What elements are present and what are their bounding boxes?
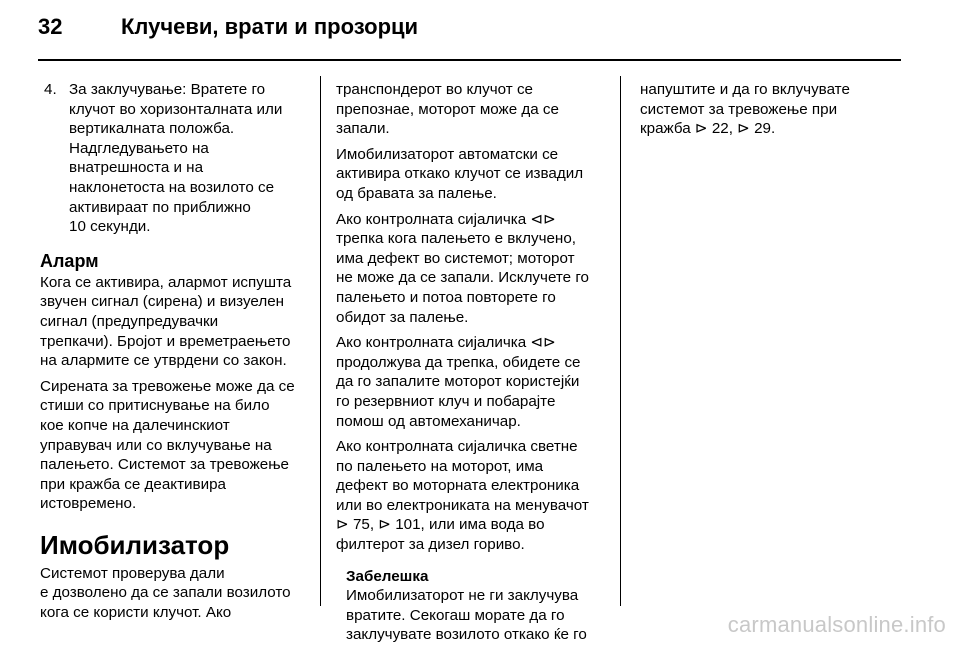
text-line: да го запалите моторот користејќи xyxy=(336,373,580,391)
text-line: е дозволено да се запали возилото xyxy=(40,584,291,602)
text-line: вертикалната положба. xyxy=(69,120,235,138)
paragraph xyxy=(40,377,312,514)
text-line: сигнал (предупредувачки xyxy=(40,312,219,330)
column-divider xyxy=(320,76,321,606)
text-line: го резервниот клуч и побарајте xyxy=(336,392,556,410)
text-line: активира откако клучот се извадил xyxy=(336,165,584,183)
paragraph xyxy=(336,437,608,555)
paragraph xyxy=(40,273,312,371)
paragraph xyxy=(336,80,608,139)
text-line: продолжува да трепка, обидете се xyxy=(336,353,581,371)
note-text xyxy=(346,586,608,645)
text-line: клучот во хоризонталната или xyxy=(69,100,283,118)
text-line: 10 секунди. xyxy=(69,218,151,236)
text-line: вратите. Секогаш морате да го xyxy=(346,606,565,624)
list-number: 4. xyxy=(44,81,57,98)
text-line: Ако контролната сијаличка ⊲⊳ xyxy=(336,210,556,228)
paragraph xyxy=(640,80,912,139)
text-line: Кога се активира, алармот испушта xyxy=(40,273,292,291)
text-line: трепка кога палењето е вклучено, xyxy=(336,230,576,248)
text-line: дефект во моторната електроника xyxy=(336,477,580,495)
text-line: Ако контролната сијаличка светне xyxy=(336,438,578,456)
section-heading-alarm: Аларм xyxy=(40,250,99,271)
text-line: од бравата за палење. xyxy=(336,184,497,202)
text-line: напуштите и да го вклучувате xyxy=(640,81,850,98)
text-line: на алармите се утврдени со закон. xyxy=(40,352,287,370)
text-line: трепкачи). Бројот и времетраењето xyxy=(40,332,291,350)
column-divider xyxy=(620,76,621,606)
page-number: 32 xyxy=(38,14,63,39)
paragraph xyxy=(336,145,608,204)
text-line: кое копче на далечинскиот xyxy=(40,416,230,434)
text-line: звучен сигнал (сирена) и визуелен xyxy=(40,293,285,311)
text-line: наклонетоста на возилото се xyxy=(69,178,275,196)
paragraph xyxy=(40,564,312,623)
text-line: управувач или со вклучување на xyxy=(40,436,272,454)
column-3 xyxy=(640,80,912,145)
list-item-4 xyxy=(40,80,312,237)
text-line: системот за тревожење при xyxy=(640,100,838,118)
text-line: Сирената за тревожење може да се xyxy=(40,377,295,395)
page-header xyxy=(38,14,908,52)
column-2 xyxy=(336,80,608,645)
text-line: препознае, моторот може да се xyxy=(336,100,559,118)
text-line: активираат по приближно xyxy=(69,198,251,216)
text-line: палењето. Системот за тревожење xyxy=(40,456,289,474)
text-line: Системот проверува дали xyxy=(40,564,225,582)
header-rule xyxy=(38,59,901,61)
text-line: при кражба се деактивира xyxy=(40,475,226,493)
text-line: филтерот за дизел гориво. xyxy=(336,536,525,554)
text-line: палењето и потоа повторете го xyxy=(336,288,556,306)
note-title: Забелешка xyxy=(346,567,429,585)
text-line: обидот за палење. xyxy=(336,308,469,326)
text-line: запали. xyxy=(336,120,390,138)
column-1 xyxy=(40,80,312,629)
paragraph xyxy=(336,333,608,431)
paragraph xyxy=(336,210,608,328)
text-line: Ако контролната сијаличка ⊲⊳ xyxy=(336,334,556,352)
text-line: има дефект во системот; моторот xyxy=(336,249,575,267)
note-box xyxy=(346,567,608,645)
page-title: Клучеви, врати и прозорци xyxy=(121,14,419,39)
text-line: Надгледувањето на xyxy=(69,139,209,157)
text-line: кражба ⊳ 22, ⊳ 29. xyxy=(640,120,776,138)
text-line: заклучувате возилото откако ќе го xyxy=(346,626,587,644)
text-line: не може да се запали. Исклучете го xyxy=(336,269,589,287)
text-line: внатрешноста и на xyxy=(69,159,204,177)
text-line: транспондерот во клучот се xyxy=(336,81,534,98)
text-line: Имобилизаторот автоматски се xyxy=(336,145,559,163)
list-item-text xyxy=(69,80,312,237)
text-line: по палењето на моторот, има xyxy=(336,457,544,475)
text-line: или во електрониката на менувачот xyxy=(336,496,589,514)
text-line: истовремено. xyxy=(40,495,137,513)
text-line: кога се користи клучот. Ако xyxy=(40,604,232,622)
text-line: Имобилизаторот не ги заклучува xyxy=(346,587,579,605)
watermark: carmanualsonline.info xyxy=(727,612,946,637)
text-line: ⊳ 75, ⊳ 101, или има вода во xyxy=(336,516,545,534)
text-line: За заклучување: Вратете го xyxy=(69,81,266,98)
text-line: помош од автомеханичар. xyxy=(336,412,521,430)
text-line: стиши со притиснување на било xyxy=(40,397,270,415)
section-heading-immobilizer: Имобилизатор xyxy=(40,529,230,560)
